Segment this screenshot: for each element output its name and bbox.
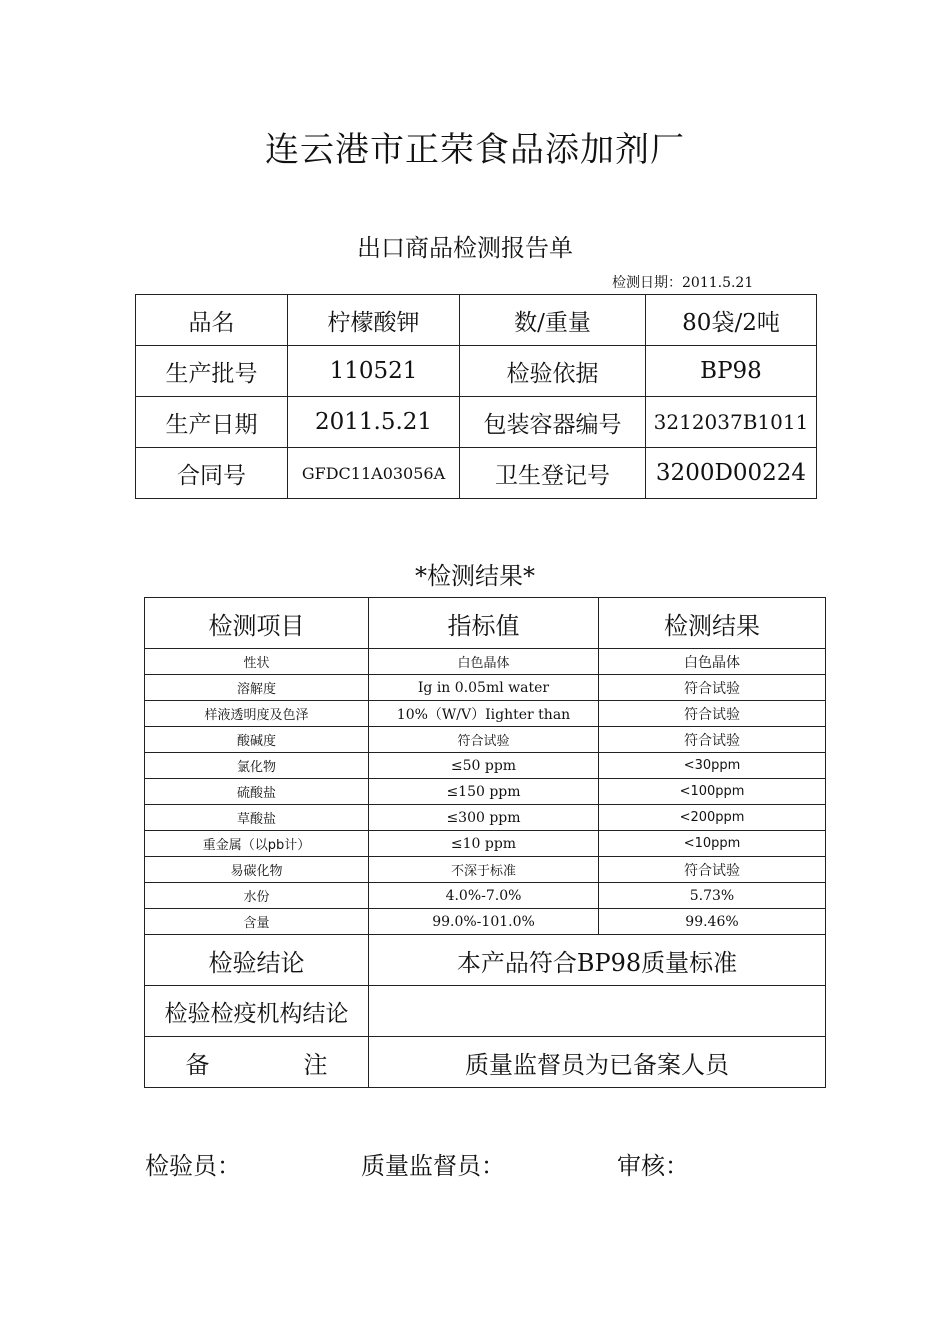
test-item: 性状	[145, 649, 369, 675]
result-value: <200ppm	[599, 805, 826, 831]
inspector-signature-label: 检验员：	[145, 1152, 241, 1180]
spec-value: 4.0%-7.0%	[369, 883, 599, 909]
info-value: 110521	[288, 346, 460, 397]
conclusion-label: 检验结论	[145, 935, 369, 986]
info-value: 柠檬酸钾	[288, 295, 460, 346]
table-row	[145, 727, 826, 753]
table-header-row	[145, 598, 826, 649]
result-value: 符合试验	[599, 675, 826, 701]
supervisor-signature-label: 质量监督员：	[361, 1152, 505, 1180]
results-title: *检测结果*	[415, 562, 535, 590]
agency-label: 检验检疫机构结论	[145, 986, 369, 1037]
spec-value: ≤150 ppm	[369, 779, 599, 805]
table-row	[145, 831, 826, 857]
column-header: 检测项目	[145, 598, 369, 649]
result-value: <10ppm	[599, 831, 826, 857]
info-label: 数/重量	[460, 295, 646, 346]
agency-row	[145, 986, 826, 1037]
column-header: 检测结果	[599, 598, 826, 649]
table-row	[145, 857, 826, 883]
test-item: 含量	[145, 909, 369, 935]
spec-value: ≤10 ppm	[369, 831, 599, 857]
test-item: 样液透明度及色泽	[145, 701, 369, 727]
info-label: 生产批号	[136, 346, 288, 397]
test-date: 检测日期：2011.5.21	[612, 275, 754, 291]
info-label: 生产日期	[136, 397, 288, 448]
result-value: 5.73%	[599, 883, 826, 909]
info-label: 检验依据	[460, 346, 646, 397]
spec-value: 不深于标准	[369, 857, 599, 883]
table-row	[136, 397, 817, 448]
test-item: 氯化物	[145, 753, 369, 779]
table-row	[145, 883, 826, 909]
result-value: 符合试验	[599, 857, 826, 883]
remark-value: 质量监督员为已备案人员	[369, 1037, 826, 1088]
company-name: 连云港市正荣食品添加剂厂	[265, 130, 685, 170]
spec-value: 99.0%-101.0%	[369, 909, 599, 935]
product-info-table	[135, 294, 817, 499]
reviewer-signature-label: 审核：	[617, 1152, 689, 1180]
info-value: 2011.5.21	[288, 397, 460, 448]
info-value: GFDC11A03056A	[288, 448, 460, 499]
test-item: 草酸盐	[145, 805, 369, 831]
remark-label-part: 注	[303, 1050, 328, 1079]
table-row	[145, 649, 826, 675]
result-value: <100ppm	[599, 779, 826, 805]
document-title: 出口商品检测报告单	[357, 234, 573, 262]
info-value: BP98	[646, 346, 817, 397]
test-item: 硫酸盐	[145, 779, 369, 805]
test-item: 重金属（以pb计）	[145, 831, 369, 857]
remark-label-part: 备	[185, 1050, 210, 1079]
info-label: 品名	[136, 295, 288, 346]
test-item: 水份	[145, 883, 369, 909]
spec-value: Ig in 0.05ml water	[369, 675, 599, 701]
table-row	[145, 701, 826, 727]
test-item: 酸碱度	[145, 727, 369, 753]
table-row	[136, 346, 817, 397]
test-item: 易碳化物	[145, 857, 369, 883]
spec-value: ≤50 ppm	[369, 753, 599, 779]
info-value: 80袋/2吨	[646, 295, 817, 346]
table-row	[145, 909, 826, 935]
results-table	[144, 597, 826, 1088]
table-row	[145, 779, 826, 805]
table-row	[145, 753, 826, 779]
column-header: 指标值	[369, 598, 599, 649]
result-value: 白色晶体	[599, 649, 826, 675]
table-row	[145, 805, 826, 831]
spec-value: 白色晶体	[369, 649, 599, 675]
agency-value	[369, 986, 826, 1037]
spec-value: 10%（W/V）Iighter than	[369, 701, 599, 727]
table-row	[145, 675, 826, 701]
table-row	[136, 448, 817, 499]
test-item: 溶解度	[145, 675, 369, 701]
spec-value: 符合试验	[369, 727, 599, 753]
info-label: 合同号	[136, 448, 288, 499]
result-value: <30ppm	[599, 753, 826, 779]
spec-value: ≤300 ppm	[369, 805, 599, 831]
info-value: 3212037B1011	[646, 397, 817, 448]
info-label: 包装容器编号	[460, 397, 646, 448]
remark-row	[145, 1037, 826, 1088]
conclusion-value: 本产品符合BP98质量标准	[369, 935, 826, 986]
result-value: 符合试验	[599, 727, 826, 753]
result-value: 99.46%	[599, 909, 826, 935]
result-value: 符合试验	[599, 701, 826, 727]
table-row	[136, 295, 817, 346]
conclusion-row	[145, 935, 826, 986]
info-label: 卫生登记号	[460, 448, 646, 499]
remark-label	[145, 1037, 369, 1088]
info-value: 3200D00224	[646, 448, 817, 499]
